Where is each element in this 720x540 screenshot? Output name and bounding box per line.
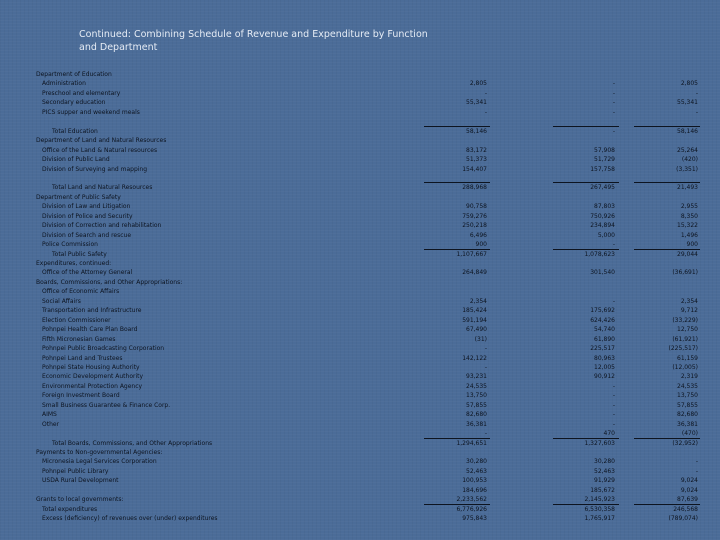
row-value-c1: 67,490 bbox=[466, 326, 487, 334]
total-underline bbox=[553, 438, 619, 439]
table-row bbox=[28, 401, 700, 410]
table-row bbox=[28, 108, 700, 117]
row-value-c2: 91,929 bbox=[594, 477, 615, 485]
row-label: Division of Public Land bbox=[42, 156, 110, 164]
row-value-c2: 157,758 bbox=[590, 165, 615, 173]
table-row bbox=[28, 183, 700, 192]
table-row bbox=[28, 231, 700, 240]
row-label: Office of the Attorney General bbox=[42, 269, 133, 277]
row-label: Pohnpei State Housing Authority bbox=[42, 363, 140, 371]
row-value-c1: 264,849 bbox=[462, 269, 487, 277]
total-underline bbox=[553, 126, 619, 127]
table-row bbox=[28, 268, 700, 277]
table-row bbox=[28, 476, 700, 485]
row-label: Other bbox=[42, 420, 60, 428]
row-value-c3: 900 bbox=[686, 241, 698, 249]
row-value-c2: 267,495 bbox=[590, 184, 615, 192]
row-value-c2: - bbox=[612, 241, 615, 249]
row-label: Department of Education bbox=[36, 71, 112, 78]
row-value-c1: 154,407 bbox=[462, 165, 487, 173]
table-row bbox=[28, 297, 700, 306]
row-value-c1: 1,294,651 bbox=[456, 439, 487, 447]
row-value-c2: 5,000 bbox=[597, 231, 615, 239]
row-value-c1: 185,424 bbox=[462, 307, 487, 315]
table-row bbox=[28, 127, 700, 136]
total-underline bbox=[424, 438, 490, 439]
row-value-c3: 9,024 bbox=[680, 486, 698, 494]
row-value-c1: 1,107,667 bbox=[456, 250, 487, 258]
row-value-c1: 30,280 bbox=[466, 458, 487, 466]
row-label: Secondary education bbox=[42, 99, 106, 107]
row-label: AIMS bbox=[42, 411, 57, 419]
row-value-c2: 57,908 bbox=[594, 146, 615, 154]
row-value-c2: 750,926 bbox=[590, 212, 615, 220]
row-value-c1: - bbox=[484, 345, 487, 353]
row-value-c3: (420) bbox=[681, 156, 698, 164]
row-value-c2: 80,963 bbox=[594, 354, 615, 362]
row-value-c3: 61,159 bbox=[677, 354, 698, 362]
row-value-c2: 6,530,358 bbox=[584, 505, 615, 513]
row-value-c2: - bbox=[612, 89, 615, 97]
row-value-c1: - bbox=[484, 430, 487, 438]
row-label: Foreign Investment Board bbox=[42, 392, 120, 400]
row-value-c2: 225,517 bbox=[590, 345, 615, 353]
row-value-c2: - bbox=[612, 80, 615, 88]
row-label: Grants to local governments: bbox=[36, 496, 124, 504]
row-value-c1: 52,463 bbox=[466, 467, 487, 475]
total-underline bbox=[634, 438, 700, 439]
table-row bbox=[28, 70, 700, 79]
row-value-c1: 250,218 bbox=[462, 222, 487, 230]
table-row bbox=[28, 136, 700, 145]
row-value-c2: 624,426 bbox=[590, 316, 615, 324]
row-value-c1: (31) bbox=[474, 335, 487, 343]
row-value-c2: 52,463 bbox=[594, 467, 615, 475]
financial-schedule-table bbox=[28, 70, 700, 524]
table-row bbox=[28, 344, 700, 353]
row-value-c3: (3,351) bbox=[676, 165, 698, 173]
row-value-c1: 591,194 bbox=[462, 316, 487, 324]
row-label: Fifth Micronesian Games bbox=[42, 335, 116, 343]
row-value-c3: (225,517) bbox=[668, 345, 698, 353]
row-label: Pohnpei Public Library bbox=[42, 467, 109, 475]
row-value-c3: 13,750 bbox=[677, 392, 698, 400]
row-value-c2: - bbox=[612, 411, 615, 419]
total-underline bbox=[424, 249, 490, 250]
slide-title: Continued: Combining Schedule of Revenue and Expenditure by Function and Department bbox=[79, 29, 428, 53]
table-row bbox=[28, 259, 700, 268]
row-label: Social Affairs bbox=[42, 297, 81, 305]
row-label: Pohnpei Health Care Plan Board bbox=[42, 326, 138, 334]
row-value-c1: 90,758 bbox=[466, 203, 487, 211]
row-value-c1: 83,172 bbox=[466, 146, 487, 154]
table-row bbox=[28, 372, 700, 381]
row-label: Transportation and Infrastructure bbox=[42, 307, 142, 315]
row-value-c3: 21,493 bbox=[677, 184, 698, 192]
row-value-c3: - bbox=[695, 467, 698, 475]
row-label: Police Commission bbox=[42, 241, 98, 249]
row-value-c3: 24,535 bbox=[677, 382, 698, 390]
table-row bbox=[28, 420, 700, 429]
row-value-c3: 9,712 bbox=[680, 307, 698, 315]
row-value-c3: 8,350 bbox=[680, 212, 698, 220]
row-value-c3: 58,146 bbox=[677, 127, 698, 135]
row-value-c1: 2,805 bbox=[469, 80, 487, 88]
row-label: Pohnpei Public Broadcasting Corporation bbox=[42, 345, 165, 353]
row-value-c1: 2,354 bbox=[469, 297, 487, 305]
row-value-c3: 87,639 bbox=[677, 496, 698, 504]
row-value-c2: 90,912 bbox=[594, 373, 615, 381]
row-value-c3: 25,264 bbox=[677, 146, 698, 154]
table-row bbox=[28, 165, 700, 174]
table-row bbox=[28, 250, 700, 259]
row-label: Total expenditures bbox=[42, 505, 98, 513]
row-value-c1: 759,276 bbox=[462, 212, 487, 220]
row-value-c3: (61,921) bbox=[672, 335, 698, 343]
row-value-c3: 12,750 bbox=[677, 326, 698, 334]
row-value-c1: 288,968 bbox=[462, 184, 487, 192]
table-row bbox=[28, 278, 700, 287]
table-row bbox=[28, 287, 700, 296]
row-label: Division of Law and Litigation bbox=[42, 203, 131, 211]
row-value-c1: 100,953 bbox=[462, 477, 487, 485]
table-row bbox=[28, 316, 700, 325]
row-value-c2: - bbox=[612, 392, 615, 400]
row-value-c1: 142,122 bbox=[462, 354, 487, 362]
row-value-c2: 1,078,623 bbox=[584, 250, 615, 258]
row-label: Preschool and elementary bbox=[42, 89, 121, 97]
total-underline bbox=[553, 504, 619, 505]
row-label: Excess (deficiency) of revenues over (under) expenditures bbox=[42, 515, 218, 523]
table-row bbox=[28, 79, 700, 88]
row-value-c2: 1,327,603 bbox=[584, 439, 615, 447]
row-value-c1: 57,855 bbox=[466, 401, 487, 409]
row-label: Office of the Land & Natural resources bbox=[42, 146, 158, 154]
row-value-c3: 29,044 bbox=[677, 250, 698, 258]
row-label: Total Boards, Commissions, and Other Appropriations bbox=[52, 439, 213, 447]
row-label: Economic Development Authority bbox=[42, 373, 144, 381]
row-label: Payments to Non-governmental Agencies: bbox=[36, 449, 163, 456]
row-value-c2: - bbox=[612, 127, 615, 135]
total-underline bbox=[424, 504, 490, 505]
row-value-c3: 2,955 bbox=[680, 203, 698, 211]
row-value-c3: (789,074) bbox=[668, 515, 698, 523]
table-row bbox=[28, 448, 700, 457]
row-value-c2: 54,740 bbox=[594, 326, 615, 334]
row-label: Division of Correction and rehabilitation bbox=[42, 222, 162, 230]
row-label: Division of Surveying and mapping bbox=[42, 165, 148, 173]
row-label: Total Education bbox=[52, 127, 98, 135]
total-underline bbox=[424, 182, 490, 183]
row-label: Election Commissioner bbox=[42, 316, 111, 324]
row-value-c1: 24,535 bbox=[466, 382, 487, 390]
row-value-c3: 2,805 bbox=[680, 80, 698, 88]
row-value-c1: - bbox=[484, 89, 487, 97]
row-value-c2: - bbox=[612, 108, 615, 116]
row-value-c3: (32,952) bbox=[672, 439, 698, 447]
row-value-c2: 470 bbox=[603, 430, 615, 438]
total-underline bbox=[634, 182, 700, 183]
row-value-c1: 975,843 bbox=[462, 515, 487, 523]
row-value-c1: 6,496 bbox=[469, 231, 487, 239]
table-row bbox=[28, 410, 700, 419]
row-value-c1: 36,381 bbox=[466, 420, 487, 428]
total-underline bbox=[634, 126, 700, 127]
row-value-c2: 175,692 bbox=[590, 307, 615, 315]
row-value-c3: (470) bbox=[681, 430, 698, 438]
row-label: Office of Economic Affairs bbox=[42, 288, 120, 296]
row-value-c2: 1,765,917 bbox=[584, 515, 615, 523]
row-label: Expenditures, continued: bbox=[36, 260, 112, 267]
table-row bbox=[28, 382, 700, 391]
row-label: Division of Police and Security bbox=[42, 212, 133, 220]
row-value-c3: 1,496 bbox=[680, 231, 698, 239]
row-label: Boards, Commissions, and Other Appropriations: bbox=[36, 278, 183, 286]
row-value-c3: 2,319 bbox=[680, 373, 698, 381]
row-value-c2: 2,145,923 bbox=[584, 496, 615, 504]
row-label: Small Business Guarantee & Finance Corp. bbox=[42, 401, 171, 409]
table-row bbox=[28, 221, 700, 230]
table-row bbox=[28, 325, 700, 334]
total-underline bbox=[553, 249, 619, 250]
row-value-c1: 55,341 bbox=[466, 99, 487, 107]
total-underline bbox=[634, 249, 700, 250]
table-row bbox=[28, 335, 700, 344]
row-label: Department of Land and Natural Resources bbox=[36, 137, 167, 145]
table-row bbox=[28, 98, 700, 107]
row-value-c3: 2,354 bbox=[680, 297, 698, 305]
row-value-c2: 234,894 bbox=[590, 222, 615, 230]
row-label: USDA Rural Development bbox=[42, 477, 119, 485]
row-value-c3: 246,568 bbox=[673, 505, 698, 513]
row-value-c2: - bbox=[612, 420, 615, 428]
row-value-c3: - bbox=[695, 458, 698, 466]
table-row bbox=[28, 467, 700, 476]
row-label: Pohnpei Land and Trustees bbox=[42, 354, 123, 362]
row-value-c2: - bbox=[612, 297, 615, 305]
row-label: Division of Search and rescue bbox=[42, 231, 132, 239]
row-value-c2: 185,672 bbox=[590, 486, 615, 494]
row-value-c2: - bbox=[612, 382, 615, 390]
table-row bbox=[28, 146, 700, 155]
row-value-c3: 82,680 bbox=[677, 411, 698, 419]
table-row bbox=[28, 391, 700, 400]
row-value-c3: 55,341 bbox=[677, 99, 698, 107]
row-value-c3: (33,229) bbox=[672, 316, 698, 324]
row-value-c1: 58,146 bbox=[466, 127, 487, 135]
row-value-c1: 93,231 bbox=[466, 373, 487, 381]
row-value-c2: - bbox=[612, 99, 615, 107]
table-row bbox=[28, 155, 700, 164]
row-label: Environmental Protection Agency bbox=[42, 382, 143, 390]
total-underline bbox=[634, 504, 700, 505]
row-label: Total Land and Natural Resources bbox=[52, 184, 153, 192]
table-row bbox=[28, 514, 700, 523]
row-value-c2: 51,729 bbox=[594, 156, 615, 164]
table-row bbox=[28, 457, 700, 466]
row-value-c2: 30,280 bbox=[594, 458, 615, 466]
row-value-c2: - bbox=[612, 401, 615, 409]
row-label: PICS supper and weekend meals bbox=[42, 108, 140, 116]
row-value-c1: - bbox=[484, 108, 487, 116]
row-label: Administration bbox=[42, 80, 86, 88]
row-value-c1: 82,680 bbox=[466, 411, 487, 419]
row-value-c3: (12,005) bbox=[672, 363, 698, 371]
row-value-c1: - bbox=[484, 363, 487, 371]
table-row bbox=[28, 363, 700, 372]
table-row bbox=[28, 89, 700, 98]
row-value-c3: 9,024 bbox=[680, 477, 698, 485]
total-underline bbox=[553, 182, 619, 183]
total-underline bbox=[424, 126, 490, 127]
row-value-c1: 6,776,926 bbox=[456, 505, 487, 513]
row-value-c3: (36,691) bbox=[672, 269, 698, 277]
row-value-c1: 900 bbox=[475, 241, 487, 249]
table-row bbox=[28, 354, 700, 363]
row-value-c3: 15,322 bbox=[677, 222, 698, 230]
row-value-c2: 12,005 bbox=[594, 363, 615, 371]
row-value-c1: 51,373 bbox=[466, 156, 487, 164]
table-row bbox=[28, 306, 700, 315]
row-value-c3: 36,381 bbox=[677, 420, 698, 428]
table-row bbox=[28, 439, 700, 448]
row-value-c1: 184,696 bbox=[462, 486, 487, 494]
row-label: Department of Public Safety bbox=[36, 193, 121, 201]
table-row bbox=[28, 212, 700, 221]
row-label: Total Public Safety bbox=[52, 250, 107, 258]
row-value-c1: 2,233,562 bbox=[456, 496, 487, 504]
row-value-c2: 87,803 bbox=[594, 203, 615, 211]
row-value-c2: 61,890 bbox=[594, 335, 615, 343]
row-value-c3: 57,855 bbox=[677, 401, 698, 409]
table-row bbox=[28, 486, 700, 495]
row-value-c1: 13,750 bbox=[466, 392, 487, 400]
table-row bbox=[28, 193, 700, 202]
row-label: Micronesia Legal Services Corporation bbox=[42, 458, 157, 466]
table-row bbox=[28, 202, 700, 211]
row-value-c3: - bbox=[695, 108, 698, 116]
table-row bbox=[28, 505, 700, 514]
row-value-c3: - bbox=[695, 89, 698, 97]
row-value-c2: 301,540 bbox=[590, 269, 615, 277]
